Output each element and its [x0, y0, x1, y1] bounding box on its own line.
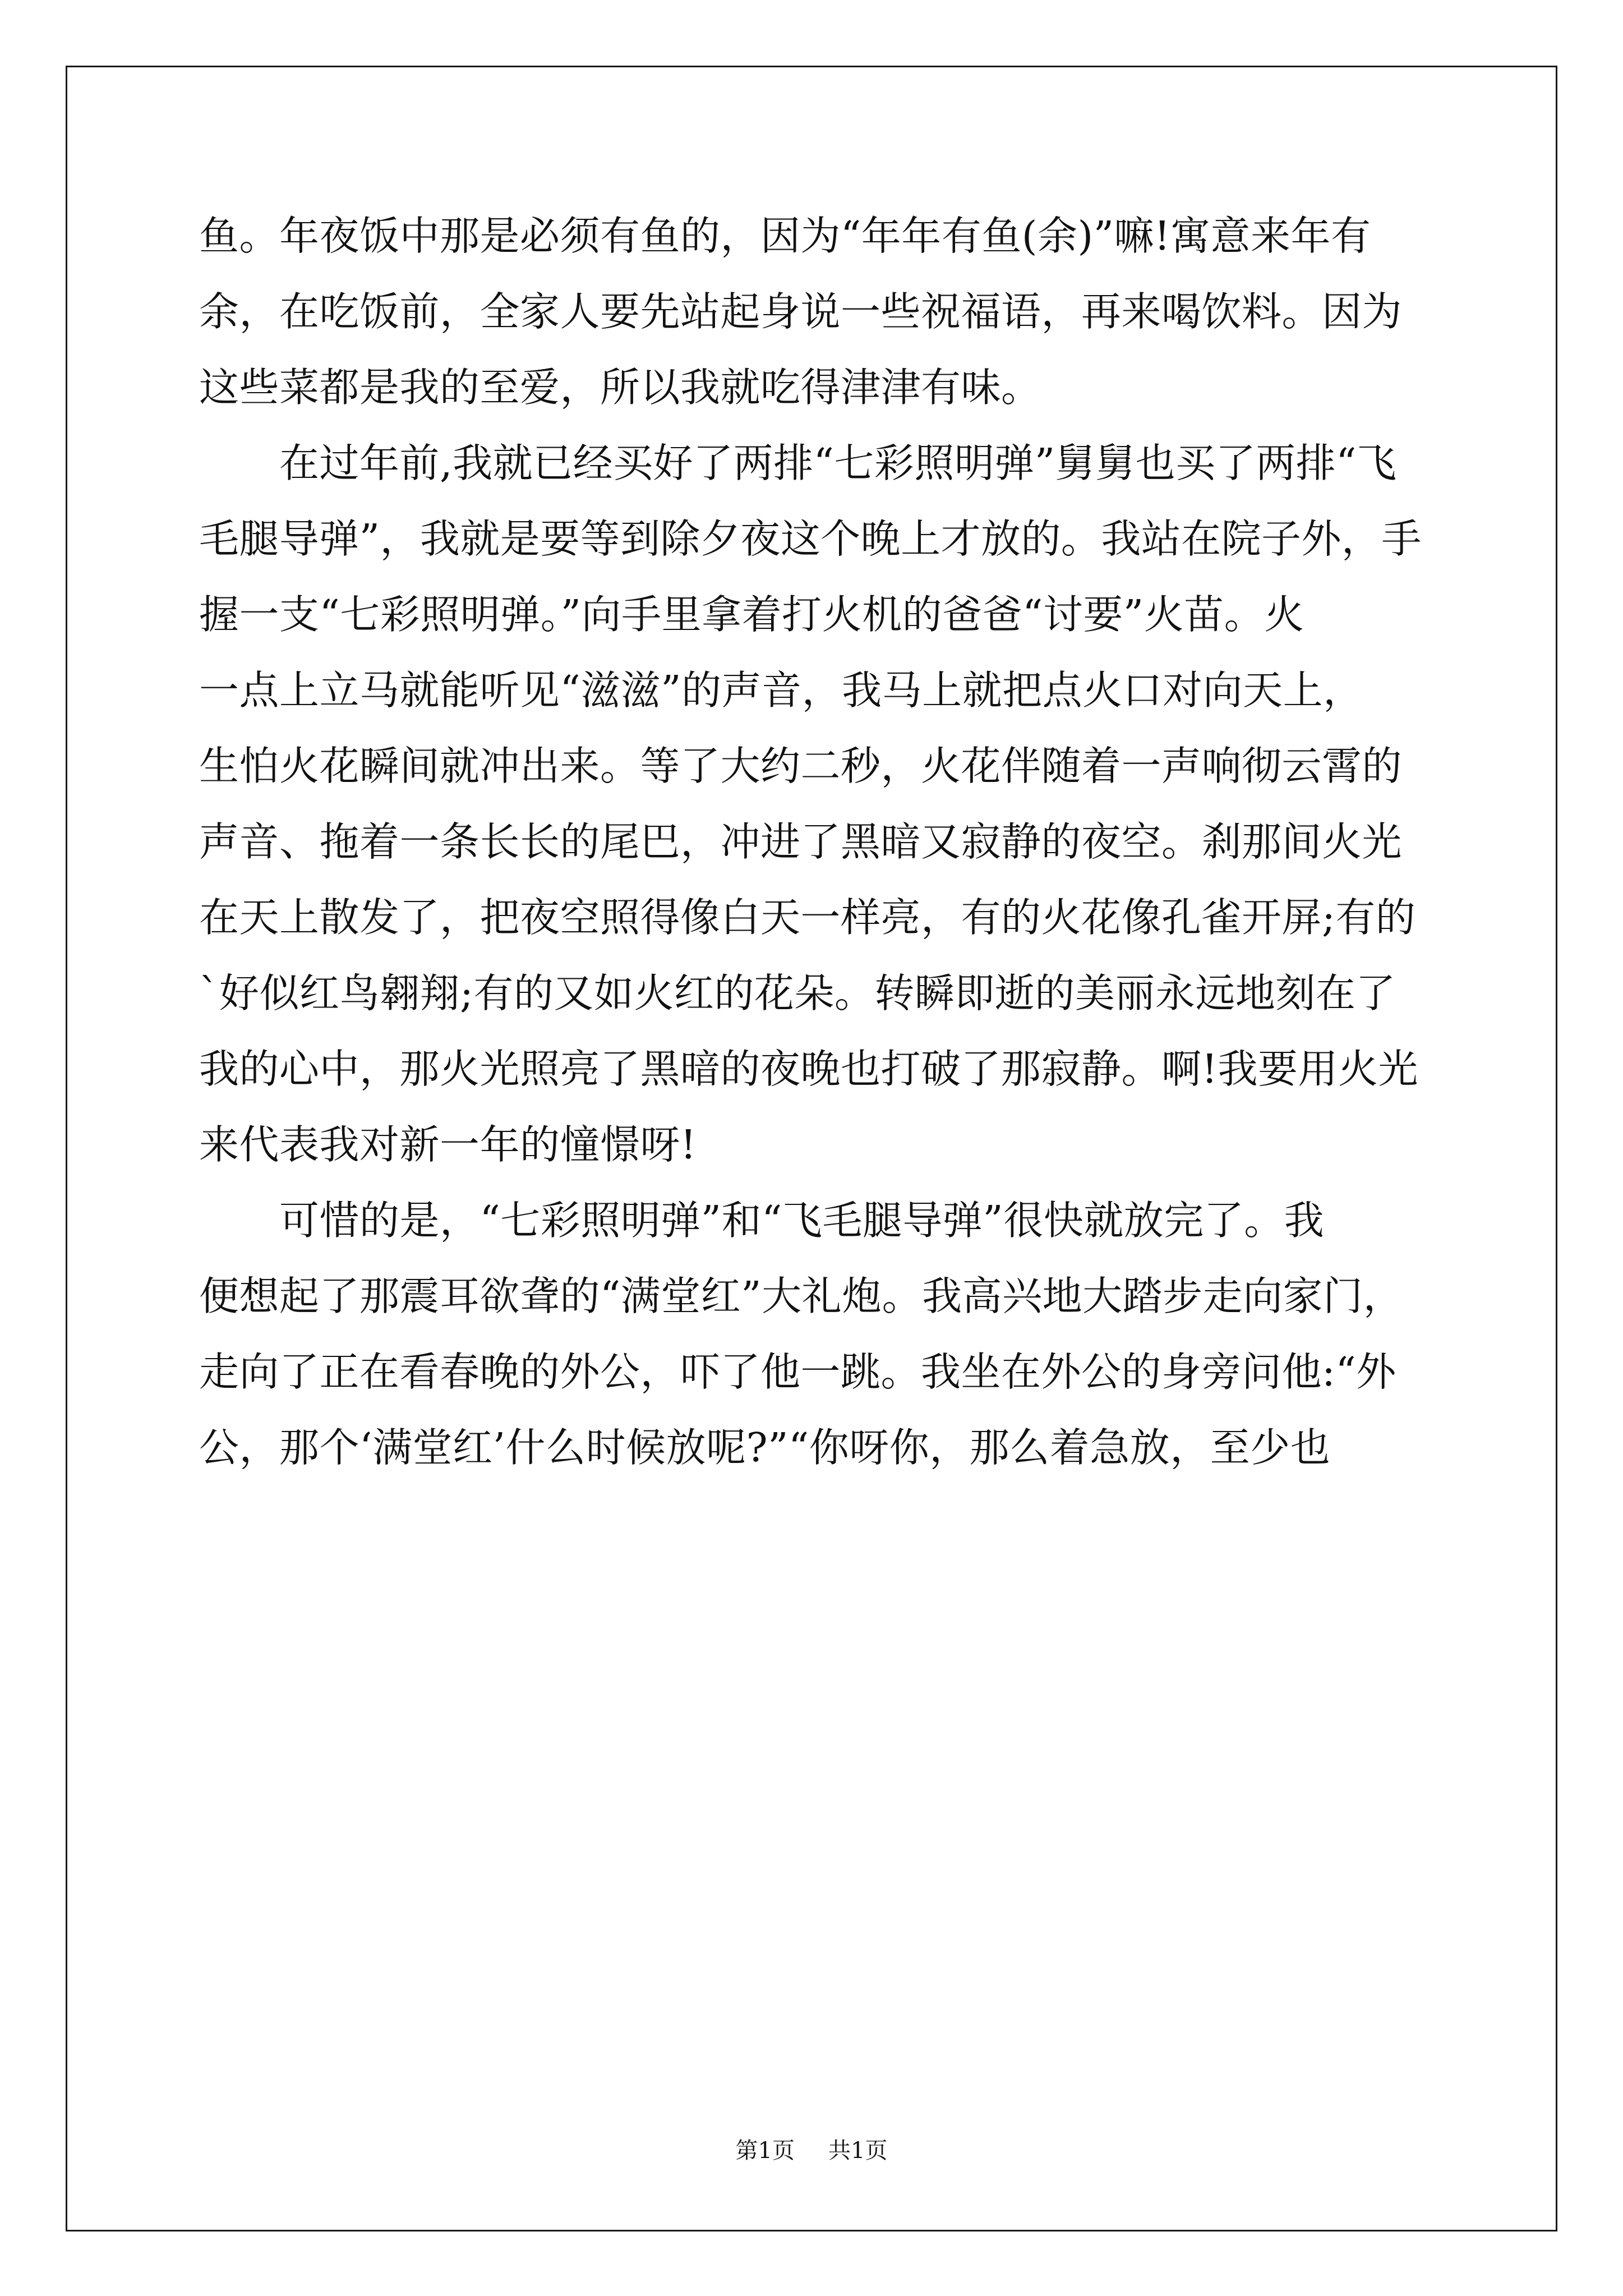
text-line: 鱼。年夜饭中那是必须有鱼的，因为“年年有鱼(余)”嘛!寓意来年有: [199, 213, 1371, 259]
text-line: 在天上散发了，把夜空照得像白天一样亮，有的火花像孔雀开屏;有的: [199, 894, 1416, 941]
page-number: 第1页: [735, 2138, 795, 2164]
text-line: 来代表我对新一年的憧憬呀!: [199, 1121, 697, 1168]
text-line: 握一支“七彩照明弹。”向手里拿着打火机的爸爸“讨要”火苗。火: [199, 591, 1304, 638]
text-line: 在过年前,我就已经买好了两排“七彩照明弹”舅舅也买了两排“飞: [199, 440, 1397, 486]
text-line: 走向了正在看春晚的外公，吓了他一跳。我坐在外公的身旁问他:“外: [199, 1349, 1396, 1395]
text-line: 这些菜都是我的至爱，所以我就吃得津津有味。: [199, 364, 1041, 411]
text-line: 声音、拖着一条长长的尾巴，冲进了黑暗又寂静的夜空。刹那间火光: [199, 818, 1403, 865]
text-line: 我的心中，那火光照亮了黑暗的夜晚也打破了那寂静。啊!我要用火光: [199, 1046, 1419, 1092]
text-line: 余，在吃饭前，全家人要先站起身说一些祝福语，再来喝饮料。因为: [199, 288, 1403, 335]
text-line: 一点上立马就能听见“滋滋”的声音，我马上就把点火口对向天上，: [199, 667, 1363, 714]
text-line: 毛腿导弹”，我就是要等到除夕夜这个晚上才放的。我站在院子外，手: [199, 516, 1422, 562]
page-footer: [0, 2133, 1623, 2165]
text-line: 公，那个‘满堂红’什么时候放呢?”“你呀你，那么着急放，至少也: [199, 1424, 1331, 1471]
text-line: 生怕火花瞬间就冲出来。等了大约二秒，火花伴随着一声响彻云霄的: [199, 743, 1403, 789]
text-line: 可惜的是，“七彩照明弹”和“飞毛腿导弹”很快就放完了。我: [199, 1197, 1325, 1244]
text-line: `好似红鸟翱翔;有的又如火红的花朵。转瞬即逝的美丽永远地刻在了: [199, 970, 1396, 1016]
text-line: 便想起了那震耳欲聋的“满堂红”大礼炮。我高兴地大踏步走向家门，: [199, 1273, 1404, 1319]
page-total: 共1页: [828, 2138, 888, 2164]
